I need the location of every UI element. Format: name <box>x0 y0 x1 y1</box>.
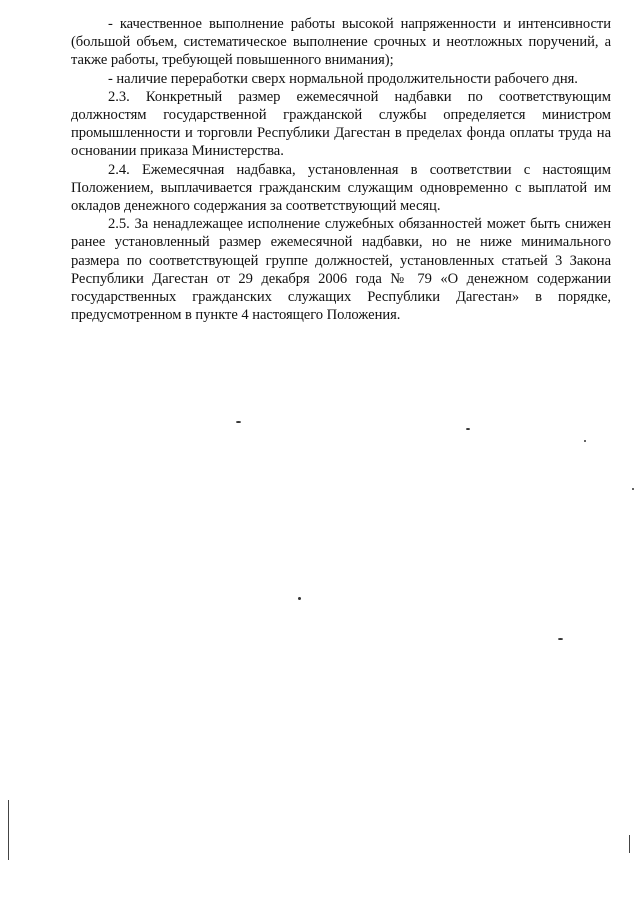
scan-speck <box>298 597 301 600</box>
paragraph-2-4: 2.4. Ежемесячная надбавка, установленная в соответствии с настоящим Положением, выплачивается гражданским служащим одновременно с выплатой им окладов денежного содержания за соответствующий месяц. <box>71 161 611 215</box>
paragraph-bullet-quality: - качественное выполнение работы высокой напряженности и интенсивности (большой объем, систематическое выполнение срочных и неотложных поручений, а также работы, требующей повышенного внимания); <box>71 16 611 69</box>
document-body <box>71 15 611 324</box>
scan-speck <box>632 488 634 490</box>
scan-edge-line <box>629 835 630 853</box>
scan-speck <box>236 421 241 423</box>
paragraph-2-3: 2.3. Конкретный размер ежемесячной надбавки по соответствующим должностям государственной гражданской службы определяется министром промышленности и торговли Республики Дагестан в пределах фонда оплаты труда на основании приказа Министерства. <box>71 88 611 160</box>
paragraph-2-5: 2.5. За ненадлежащее исполнение служебных обязанностей может быть снижен ранее установленный размер ежемесячной надбавки, но не ниже минимального размера по соответствующей группе должностей, установленных статьей 3 Закона Республики Дагестан от 29 декабря 2006 года № 79 «О денежном содержании государственных гражданских служащих Республики Дагестан» в порядке, предусмотренном в пункте 4 настоящего Положения. <box>71 216 611 324</box>
scan-edge-line <box>8 800 9 860</box>
scan-speck <box>584 440 586 442</box>
paragraph-bullet-overtime: - наличие переработки сверх нормальной продолжительности рабочего дня. <box>108 70 578 87</box>
scan-speck <box>558 638 563 640</box>
scan-speck <box>466 428 470 430</box>
